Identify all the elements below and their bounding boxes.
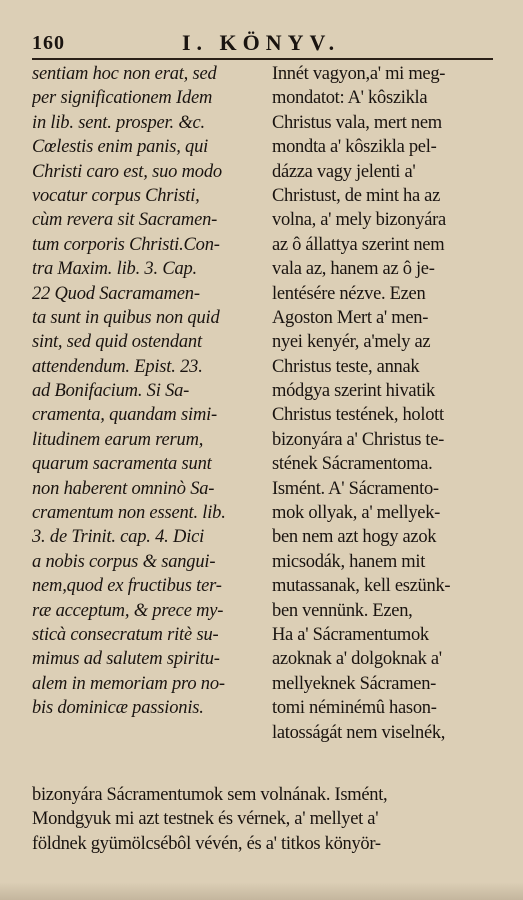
left-column-line: litudinem earum rerum, bbox=[32, 429, 204, 450]
full-width-line: bizonyára Sácramentumok sem volnának. Ismént, bbox=[32, 785, 388, 805]
left-column-line: Cœlestis enim panis, qui bbox=[32, 137, 209, 158]
left-column-line: vocatur corpus Christi, bbox=[32, 185, 200, 206]
left-column-line: 3. de Trinit. cap. 4. Dici bbox=[32, 527, 205, 548]
right-column-line: az ô állattya szerint nem bbox=[272, 234, 445, 255]
running-head: I. KÖNYV. bbox=[182, 30, 341, 55]
left-column-line: non haberent omninò Sa- bbox=[32, 478, 215, 499]
full-width-line: földnek gyümölcsébôl vévén, és a' titkos könyör- bbox=[32, 833, 381, 854]
left-column-line: alem in memoriam pro no- bbox=[32, 673, 225, 694]
left-column-line: ræ acceptum, & prece my- bbox=[32, 600, 224, 621]
full-width-text bbox=[32, 783, 497, 856]
right-column-line: ben nem azt hogy azok bbox=[272, 527, 437, 548]
right-column-line: Agoston Mert a' men- bbox=[272, 307, 429, 328]
right-column-line: bizonyára a' Christus te- bbox=[272, 429, 445, 450]
page-edge-shade bbox=[0, 882, 523, 900]
left-column-line: cùm revera sit Sacramen- bbox=[32, 210, 218, 231]
right-column-line: micsodák, hanem mit bbox=[272, 551, 426, 572]
left-column-line: cramenta, quandam simi- bbox=[32, 405, 218, 426]
right-column-line: latosságát nem viselnék, bbox=[272, 722, 446, 743]
left-column-line: per significationem Idem bbox=[32, 88, 213, 109]
left-column-line: cramentum non essent. lib. bbox=[32, 503, 226, 524]
left-column-line: mimus ad salutem spiritu- bbox=[32, 649, 220, 670]
left-column-line: Christi caro est, suo modo bbox=[32, 161, 222, 182]
right-column-line: lentésére nézve. Ezen bbox=[272, 283, 426, 304]
left-column-line: tra Maxim. lib. 3. Cap. bbox=[32, 259, 197, 280]
right-column-line: mellyeknek Sácramen- bbox=[272, 673, 437, 694]
right-column-line: volna, a' mely bizonyára bbox=[272, 210, 446, 231]
left-column-line: bis dominicæ passionis. bbox=[32, 698, 204, 719]
right-column-line: azoknak a' dolgoknak a' bbox=[272, 649, 442, 670]
right-column-line: nyei kenyér, a'mely az bbox=[272, 332, 431, 353]
left-column-line: ta sunt in quibus non quid bbox=[32, 307, 220, 328]
right-column-line: Ha a' Sácramentumok bbox=[272, 624, 429, 645]
latin-column bbox=[32, 62, 264, 721]
right-column-line: Christus testének, holott bbox=[272, 405, 444, 426]
right-column-line: mutassanak, kell eszünk- bbox=[272, 576, 451, 597]
right-column-line: mondatot: A' kôszikla bbox=[272, 88, 428, 109]
left-column-line: sint, sed quid ostendant bbox=[32, 332, 202, 353]
left-column-line: in lib. sent. prosper. &c. bbox=[32, 112, 205, 133]
right-column-line: Christus teste, annak bbox=[272, 356, 420, 377]
right-column-line: mondta a' kôszikla pel- bbox=[272, 137, 437, 158]
left-column-line: attendendum. Epist. 23. bbox=[32, 356, 203, 377]
right-column-line: Ismént. A' Sácramento- bbox=[272, 478, 439, 499]
page-header bbox=[32, 30, 493, 60]
left-column-line: sticà consecratum ritè su- bbox=[32, 624, 219, 645]
left-column-line: nem,quod ex fructibus ter- bbox=[32, 576, 222, 597]
left-column-line: ad Bonifacium. Si Sa- bbox=[32, 381, 190, 402]
right-column-line: tomi néminémû hason- bbox=[272, 698, 437, 719]
page-number: 160 bbox=[32, 32, 65, 54]
left-column-line: tum corporis Christi.Con- bbox=[32, 234, 220, 255]
right-column-line: módgya szerint hivatik bbox=[272, 381, 435, 402]
left-column-line: quarum sacramenta sunt bbox=[32, 454, 212, 475]
right-column-line: Innét vagyon,a' mi meg- bbox=[272, 64, 446, 84]
right-column-line: mok ollyak, a' mellyek- bbox=[272, 503, 441, 524]
hungarian-column bbox=[272, 62, 494, 745]
left-column-line: 22 Quod Sacramamen- bbox=[32, 283, 200, 304]
full-width-line: Mondgyuk mi azt testnek és vérnek, a' mellyet a' bbox=[32, 809, 379, 830]
right-column-line: vala az, hanem az ô je- bbox=[272, 259, 435, 280]
header-rule bbox=[32, 58, 493, 60]
left-column-line: a nobis corpus & sangui- bbox=[32, 551, 216, 572]
left-column-line: sentiam hoc non erat, sed bbox=[32, 64, 217, 84]
right-column-line: Christust, de mint ha az bbox=[272, 185, 441, 206]
right-column-line: stének Sácramentoma. bbox=[272, 454, 433, 475]
right-column-line: ben vennünk. Ezen, bbox=[272, 600, 413, 621]
right-column-line: Christus vala, mert nem bbox=[272, 112, 442, 133]
right-column-line: dázza vagy jelenti a' bbox=[272, 161, 416, 182]
